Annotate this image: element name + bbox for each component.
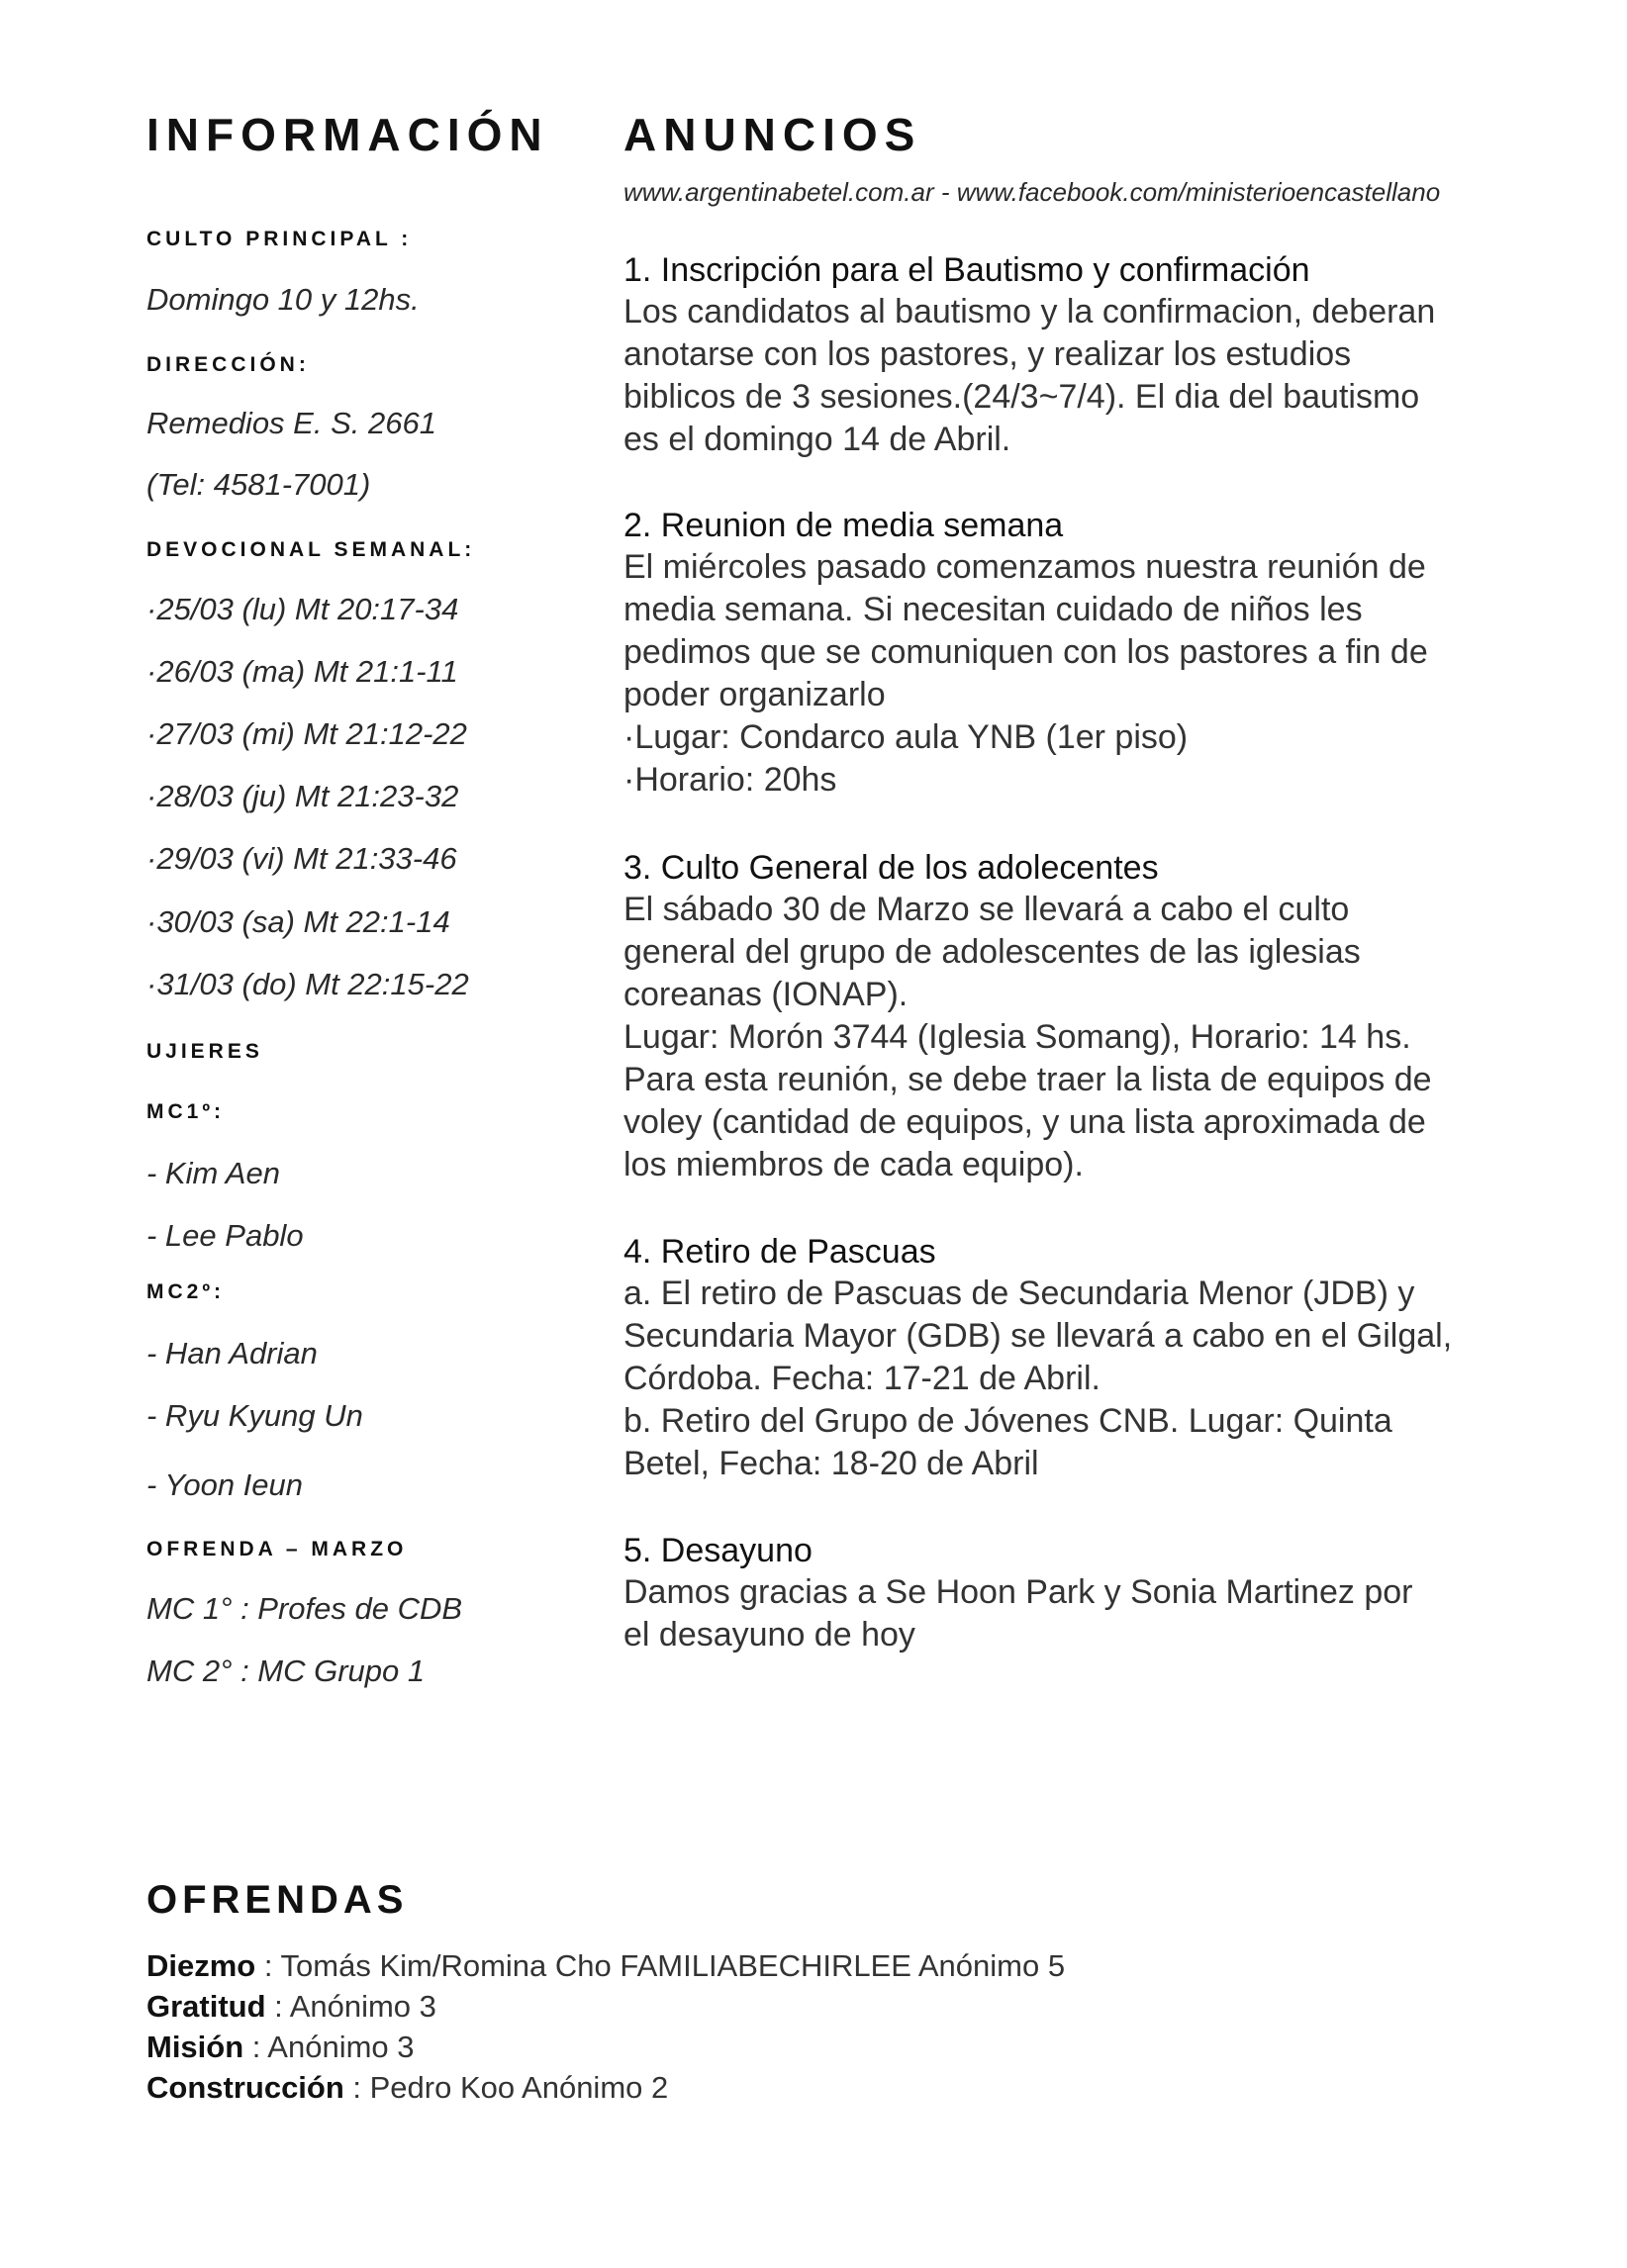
culto-value: Domingo 10 y 12hs. [146,282,420,317]
devocional-item: ·30/03 (sa) Mt 22:1-14 [146,904,450,939]
announcement-body: a. El retiro de Pascuas de Secundaria Menor (JDB) y Secundaria Mayor (GDB) se llevará a cabo en el Gilgal, Córdoba. Fecha: 17-21 de Abril. b. Retiro del Grupo de Jóvenes CNB. Lugar: Quinta Betel, Fecha: 18-20 de Abril [623,1275,1453,1482]
announcement-title: 3. Culto General de los adolecentes [623,849,1159,887]
direccion-label: DIRECCIÓN: [146,353,310,376]
devocional-label: DEVOCIONAL SEMANAL: [146,538,476,561]
ofrenda-type: Diezmo [146,1948,256,1983]
ofrenda-type: Misión [146,2030,244,2064]
ujier-name: - Yoon Ieun [146,1467,304,1502]
ofrenda-marzo-item: MC 1° : Profes de CDB [146,1591,463,1626]
ofrenda-line [146,2032,415,2062]
announcement-body: El miércoles pasado comenzamos nuestra reunión de media semana. Si necesitan cuidado de niños les pedimos que se comuniquen con los pastores a fin de poder organizarlo ·Lugar: Condarco aula YNB (1er piso) ·Horario: 20hs [623,548,1428,799]
culto-label: CULTO PRINCIPAL : [146,228,413,250]
ofrendas-heading: OFRENDAS [146,1878,409,1922]
ujier-name: - Han Adrian [146,1336,318,1370]
announcement-body: Damos gracias a Se Hoon Park y Sonia Martinez por el desayuno de hoy [623,1573,1413,1654]
ofrenda-donors: : Anónimo 3 [265,1989,436,2024]
devocional-item: ·26/03 (ma) Mt 21:1-11 [146,654,458,689]
ujieres-label: UJIERES [146,1040,263,1063]
ujier-name: - Kim Aen [146,1156,280,1190]
anuncios-heading: ANUNCIOS [623,109,922,160]
announcement-title: 4. Retiro de Pascuas [623,1233,936,1271]
informacion-heading: INFORMACIÓN [146,109,549,160]
ofrenda-line [146,2072,668,2103]
announcement-body: El sábado 30 de Marzo se llevará a cabo el culto general del grupo de adolescentes de las iglesias coreanas (IONAP). Lugar: Morón 3744 (Iglesia Somang), Horario: 14 hs. Para esta reunión, se debe traer la lista de equipos de voley (cantidad de equipos, y una lista aproximada de los miembros de cada equipo). [623,891,1432,1183]
direccion-value: Remedios E. S. 2661 [146,406,436,440]
ofrenda-line [146,1991,436,2022]
ofrenda-marzo-item: MC 2° : MC Grupo 1 [146,1654,426,1688]
mc2-label: MC2º: [146,1280,226,1303]
devocional-item: ·27/03 (mi) Mt 21:12-22 [146,716,467,751]
mc1-label: MC1º: [146,1100,226,1123]
devocional-item: ·29/03 (vi) Mt 21:33-46 [146,841,457,876]
ofrenda-line [146,1950,1065,1981]
ofrenda-marzo-label: OFRENDA – MARZO [146,1538,408,1560]
ujier-name: - Lee Pablo [146,1218,304,1253]
telefono: (Tel: 4581-7001) [146,467,371,502]
announcement-title: 1. Inscripción para el Bautismo y confirmación [623,251,1310,289]
ofrenda-donors: : Anónimo 3 [243,2030,415,2064]
announcement-title: 2. Reunion de media semana [623,507,1064,544]
ofrenda-donors: : Pedro Koo Anónimo 2 [343,2070,669,2105]
ujier-name: - Ryu Kyung Un [146,1398,363,1433]
devocional-item: ·31/03 (do) Mt 22:15-22 [146,967,469,1001]
ofrenda-type: Construcción [146,2070,344,2105]
website-links: www.argentinabetel.com.ar - www.facebook.com/ministerioencastellano [623,177,1441,207]
announcement-body: Los candidatos al bautismo y la confirmacion, deberan anotarse con los pastores, y realizar los estudios biblicos de 3 sesiones.(24/3~7/4). El dia del bautismo es el domingo 14 de Abril. [623,293,1436,458]
ofrenda-type: Gratitud [146,1989,266,2024]
announcement-title: 5. Desayuno [623,1532,813,1569]
ofrenda-donors: : Tomás Kim/Romina Cho FAMILIABECHIRLEE Anónimo 5 [255,1948,1066,1983]
devocional-item: ·25/03 (lu) Mt 20:17-34 [146,592,459,626]
devocional-item: ·28/03 (ju) Mt 21:23-32 [146,779,459,813]
